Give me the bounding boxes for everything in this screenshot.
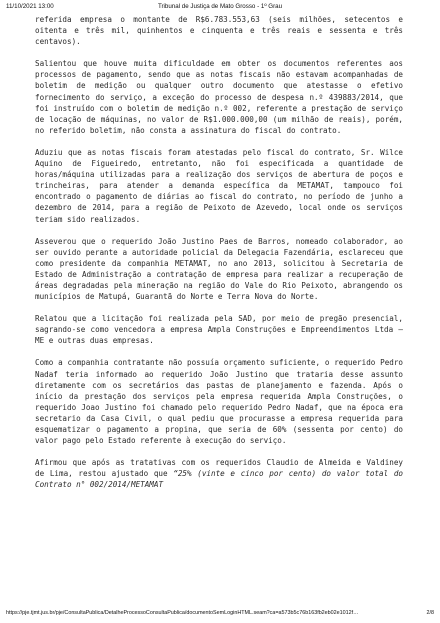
page-counter: 2/8 (426, 610, 434, 616)
print-header (6, 3, 434, 13)
page-url: https://pje.tjmt.jus.br/pje/ConsultaPublica/DetalheProcessoConsultaPublica/documentoSemLoginHTML.seam?ca=a573b5c76b163fb2eb02e1012f… (6, 610, 359, 616)
paragraph: Relatou que a licitação foi realizada pela SAD, por meio de pregão presencial, sagrando-se como vencedora a empresa Ampla Construções e Empreendimentos Ltda – ME e outras duas empresas. (35, 314, 403, 346)
document-body (35, 14, 403, 490)
paragraph: referida empresa o montante de R$6.783.553,63 (seis milhões, setecentos e oitenta e três mil, quinhentos e cinquenta e três reais e sessenta e três centavos). (35, 15, 403, 47)
paragraph: Como a companhia contratante não possuía orçamento suficiente, o requerido Pedro Nadaf teria informado ao requerido João Justino que trataria desse assunto diretamente com os secretários das pastas de planejamento e fazenda. Após o início da prestação dos serviços pela empresa requerida Ampla Construções, o requerido Joao Justino foi chamado pelo requerido Pedro Nadaf, que na época era secretario da Casa Civil, o qual pediu que procurasse a empresa requerida para esquematizar o pagamento a propina, que seria de 60% (sessenta por cento) do valor pago pelo Estado referente à execução do serviço. (35, 358, 403, 446)
paragraph-last (35, 457, 403, 490)
paragraph: Salientou que houve muita dificuldade em obter os documentos referentes aos processos de pagamento, sendo que as notas fiscais não estavam acompanhadas de boletim de medição ou qualquer outro documento que atestasse o efetivo fornecimento do serviço, a exceção do processo de despesa n.º 439883/2014, que foi instruído com o boletim de medição n.º 002, referente a prestação de serviço de locação de máquinas, no valor de R$1.000.000,00 (um milhão de reais), porém, no referido boletim, não consta a assinatura do fiscal do contrato. (35, 59, 403, 135)
paragraph: Aduziu que as notas fiscais foram atestadas pelo fiscal do contrato, Sr. Wilce Aquino de Figueiredo, entretanto, não foi especificada a quantidade de horas/máquina utilizadas para a realização dos serviços de abertura de poços e trincheiras, para atender a demanda específica da METAMAT, tampouco foi encontrado o pagamento de diárias ao fiscal do contrato, no período de junho a dezembro de 2014, para a região de Peixoto de Azevedo, local onde os serviços teriam sido realizados. (35, 147, 403, 224)
quoted-clause: “25% (vinte e cinco por cento) do valor total do Contrato n° 002/2014/METAMAT (35, 469, 403, 490)
paragraph: Asseverou que o requerido João Justino Paes de Barros, nomeado colaborador, ao ser ouvido perante a autoridade policial da Delegacia Fazendária, esclareceu que como presidente da companhia METAMAT, no ano 2013, solicitou à Secretaria de Estado de Administração a contratação de empresa para realizar a recuperação de áreas degradadas pela mineração na região do Vale do Rio Peixoto, abrangendo os municípios de Matupá, Guarantã do Norte e Terra Nova do Norte. (35, 236, 403, 302)
print-title: Tribunal de Justiça de Mato Grosso - 1º Grau (157, 3, 283, 10)
paragraph-text: Afirmou que após as tratativas com os requeridos Claudio de Almeida e Valdiney de Lima, restou ajustado que (35, 458, 403, 479)
print-footer (6, 610, 434, 619)
print-datetime: 11/10/2021 13:00 (6, 3, 54, 10)
